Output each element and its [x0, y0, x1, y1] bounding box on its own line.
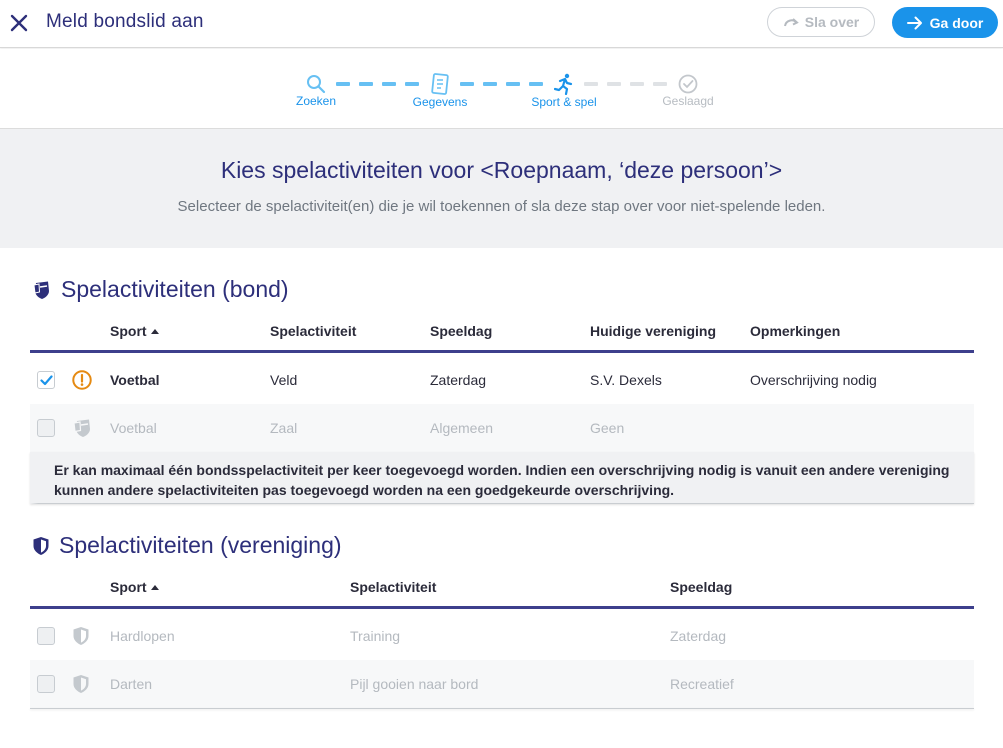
table-row[interactable] — [30, 612, 974, 660]
step-connector — [483, 82, 497, 86]
step-connector — [607, 82, 621, 86]
table-row[interactable] — [30, 356, 974, 404]
section-title-text: Spelactiviteiten (vereniging) — [59, 532, 342, 558]
row-checkbox[interactable] — [37, 419, 55, 437]
cell-activity: Zaal — [270, 420, 298, 436]
step-connector — [460, 82, 474, 86]
shield-icon — [72, 674, 92, 694]
table-row[interactable] — [30, 404, 974, 452]
table-row[interactable] — [30, 660, 974, 708]
step-zoeken — [296, 74, 336, 108]
step-label: Zoeken — [296, 94, 337, 108]
close-icon[interactable] — [8, 12, 30, 34]
cell-activity: Pijl gooien naar bord — [350, 676, 479, 692]
row-checkbox[interactable] — [37, 675, 55, 693]
bond-section-title — [32, 276, 289, 303]
table-bottom-border — [30, 708, 974, 709]
row-checkbox[interactable] — [37, 627, 55, 645]
cell-sport: Darten — [110, 676, 153, 692]
continue-button[interactable] — [892, 7, 998, 38]
column-header-club: Huidige vereniging — [590, 323, 717, 339]
step-label: Geslaagd — [662, 94, 714, 108]
step-connector — [584, 82, 598, 86]
step-sport-spel — [529, 73, 599, 109]
shield-badge-icon — [32, 280, 52, 300]
top-bar — [0, 0, 1003, 48]
club-section-title — [32, 532, 342, 559]
cell-sport: Voetbal — [110, 420, 157, 436]
column-header-sport[interactable]: Sport — [110, 579, 159, 595]
column-header-day: Speeldag — [430, 323, 493, 339]
cell-activity: Veld — [270, 372, 298, 388]
shield-icon — [32, 536, 50, 556]
page-title: Meld bondslid aan — [46, 11, 204, 32]
redo-icon — [783, 16, 799, 28]
skip-button-label: Sla over — [804, 14, 860, 30]
column-header-sport[interactable]: Sport — [110, 323, 159, 339]
cell-club: Geen — [590, 420, 625, 436]
cell-remark: Overschrijving nodig — [750, 372, 877, 388]
step-connector — [382, 82, 396, 86]
banner-title: Kies spelactiviteiten voor <Roepnaam, ‘deze persoon’> — [220, 157, 783, 183]
checkmark-icon — [39, 373, 54, 388]
shield-icon — [72, 626, 92, 646]
bond-table-header — [30, 311, 974, 353]
search-icon — [306, 74, 326, 94]
bond-notice: Er kan maximaal één bondsspelactiviteit per keer toegevoegd worden. Indien een overschrijving nodig is vanuit een andere vereniging kunnen andere spelactiviteiten pas toegevoegd worden na een goedgekeurde overschrijving. — [30, 452, 974, 504]
column-header-day: Speeldag — [670, 579, 733, 595]
step-gegevens — [412, 73, 468, 109]
arrow-right-icon — [907, 16, 923, 30]
step-connector — [359, 82, 373, 86]
intro-banner — [0, 129, 1003, 248]
step-connector — [630, 82, 644, 86]
warning-circle-icon — [72, 370, 92, 390]
cell-activity: Training — [350, 628, 401, 644]
progress-stepper — [0, 49, 1003, 129]
cell-sport: Voetbal — [110, 372, 160, 388]
continue-button-label: Ga door — [929, 14, 984, 31]
cell-sport: Hardlopen — [110, 628, 175, 644]
running-icon — [554, 73, 574, 95]
form-icon — [431, 73, 449, 95]
shield-badge-icon — [72, 418, 92, 438]
cell-day: Zaterdag — [670, 628, 727, 644]
cell-club: S.V. Dexels — [590, 372, 662, 388]
cell-day: Algemeen — [430, 420, 494, 436]
club-table-header — [30, 567, 974, 609]
step-geslaagd — [660, 74, 716, 108]
section-title-text: Spelactiviteiten (bond) — [61, 276, 289, 302]
step-label: Sport & spel — [531, 95, 597, 109]
step-label: Gegevens — [412, 95, 468, 109]
check-circle-icon — [678, 74, 698, 94]
cell-day: Zaterdag — [430, 372, 487, 388]
sort-ascending-icon — [151, 329, 159, 334]
column-header-activity: Spelactiviteit — [350, 579, 437, 595]
row-checkbox[interactable] — [37, 371, 55, 389]
banner-subtitle: Selecteer de spelactiviteit(en) die je wil toekennen of sla deze stap over voor niet-spelende leden. — [177, 198, 826, 215]
sort-ascending-icon — [151, 585, 159, 590]
step-connector — [506, 82, 520, 86]
skip-button[interactable] — [767, 7, 875, 37]
column-header-remarks: Opmerkingen — [750, 323, 841, 339]
step-connector — [336, 82, 350, 86]
cell-day: Recreatief — [670, 676, 734, 692]
column-header-activity: Spelactiviteit — [270, 323, 357, 339]
